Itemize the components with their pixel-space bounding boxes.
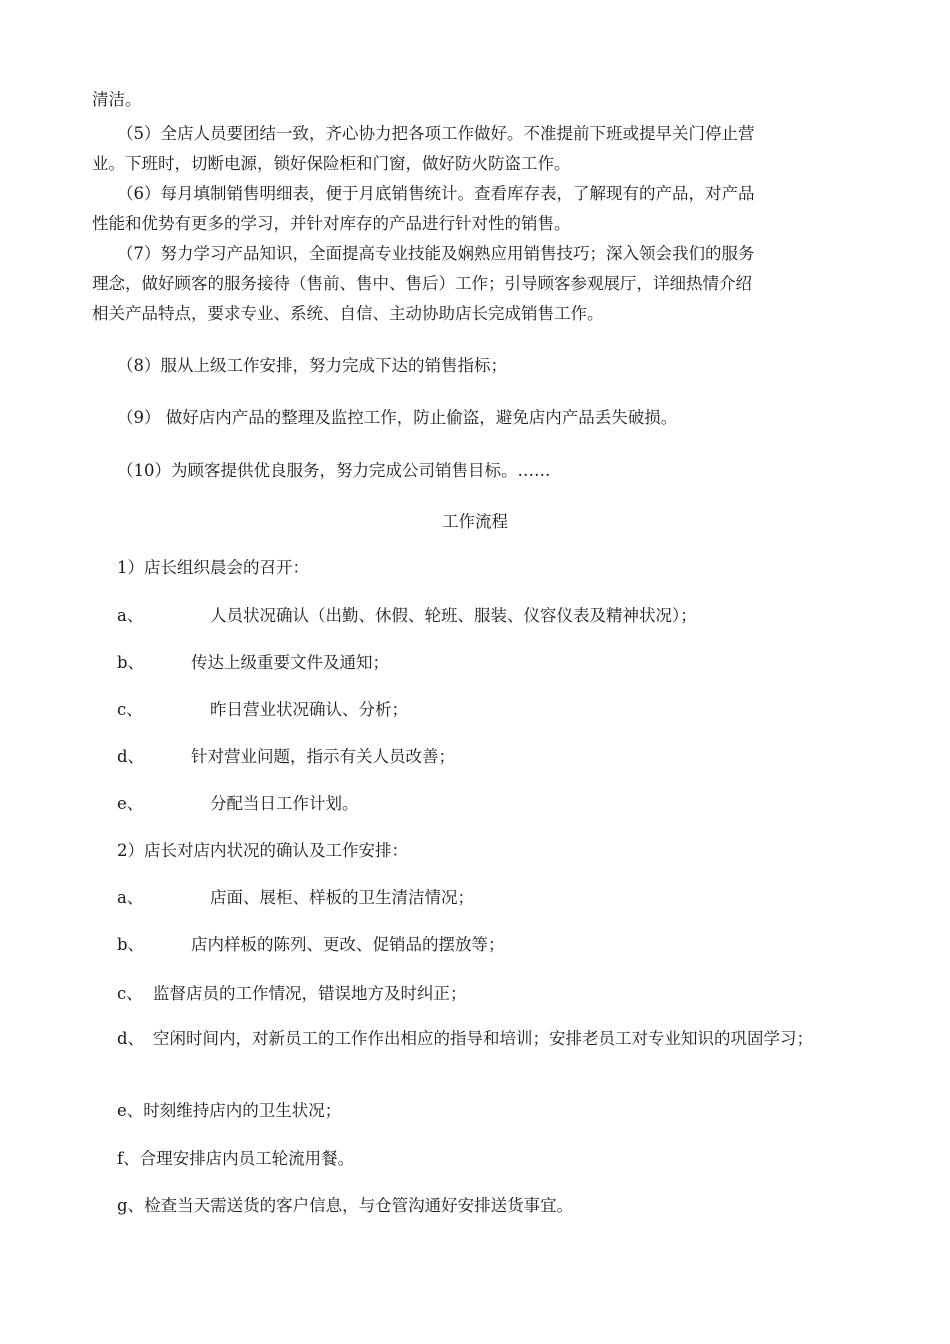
item-text: 店内样板的陈列、更改、促销品的摆放等；: [191, 935, 505, 954]
step-2-item-a: [117, 886, 474, 910]
item-text: 检查当天需送货的客户信息，与仓管沟通好安排送货事宜。: [144, 1196, 574, 1215]
item-label: g、: [117, 1196, 145, 1215]
item-label: a、: [117, 606, 144, 625]
duty-10: （10）为顾客提供优良服务，努力完成公司销售目标。……: [117, 461, 551, 480]
duty-5-line-1: （5）全店人员要团结一致，齐心协力把各项工作做好。不准提前下班或提早关门停止营: [117, 124, 755, 143]
item-label: e、: [117, 1101, 144, 1120]
item-label: c、: [117, 984, 143, 1003]
item-label: c、: [117, 700, 143, 719]
step-1-item-e: [117, 792, 359, 816]
item-label: f、: [117, 1149, 140, 1168]
duty-9: （9） 做好店内产品的整理及监控工作，防止偷盗，避免店内产品丢失破损。: [117, 408, 678, 427]
item-text: 时刻维持店内的卫生状况；: [143, 1101, 342, 1120]
item-label: a、: [117, 888, 144, 907]
step-2-item-b: [117, 933, 505, 957]
item-text: 监督店员的工作情况，错误地方及时纠正；: [153, 984, 467, 1003]
item-label: d、: [117, 1029, 145, 1048]
step-1-item-d: [117, 745, 455, 769]
duty-6-line-2: 性能和优势有更多的学习，并针对库存的产品进行针对性的销售。: [92, 214, 571, 233]
item-text: 分配当日工作计划。: [210, 794, 359, 813]
item-label: b、: [117, 653, 145, 672]
step-1-heading: 1）店长组织晨会的召开：: [117, 558, 309, 577]
duty-7-line-2: 理念，做好顾客的服务接待（售前、售中、售后）工作；引导顾客参观展厅，详细热情介绍: [92, 274, 752, 293]
step-2-item-d: [117, 1027, 813, 1051]
item-label: d、: [117, 747, 145, 766]
step-2-item-g: [117, 1194, 573, 1218]
step-1-item-c: [117, 698, 408, 722]
step-2-item-f: [117, 1147, 354, 1171]
paragraph-continuation: 清洁。: [92, 90, 142, 109]
item-text: 空闲时间内，对新员工的工作作出相应的指导和培训；安排老员工对专业知识的巩固学习；: [153, 1029, 813, 1048]
item-text: 传达上级重要文件及通知；: [191, 653, 389, 672]
duty-5-line-2: 业。下班时，切断电源，锁好保险柜和门窗，做好防火防盗工作。: [92, 154, 571, 173]
duty-8: （8）服从上级工作安排，努力完成下达的销售指标；: [117, 356, 507, 375]
step-1-item-a: [117, 604, 697, 628]
item-text: 针对营业问题，指示有关人员改善；: [191, 747, 455, 766]
step-1-item-b: [117, 651, 389, 675]
item-text: 人员状况确认（出勤、休假、轮班、服装、仪容仪表及精神状况）；: [210, 606, 697, 625]
item-label: e、: [117, 794, 144, 813]
item-text: 店面、展柜、样板的卫生清洁情况；: [210, 888, 474, 907]
item-text: 合理安排店内员工轮流用餐。: [139, 1149, 355, 1168]
step-2-heading: 2）店长对店内状况的确认及工作安排：: [117, 841, 408, 860]
duty-7-line-3: 相关产品特点，要求专业、系统、自信、主动协助店长完成销售工作。: [92, 304, 604, 323]
step-2-item-c: [117, 982, 467, 1006]
section-title: 工作流程: [442, 512, 508, 531]
item-text: 昨日营业状况确认、分析；: [210, 700, 408, 719]
step-2-item-e: [117, 1099, 341, 1123]
duty-6-line-1: （6）每月填制销售明细表，便于月底销售统计。查看库存表，了解现有的产品，对产品: [117, 184, 755, 203]
duty-7-line-1: （7）努力学习产品知识，全面提高专业技能及娴熟应用销售技巧；深入领会我们的服务: [117, 244, 755, 263]
item-label: b、: [117, 935, 145, 954]
